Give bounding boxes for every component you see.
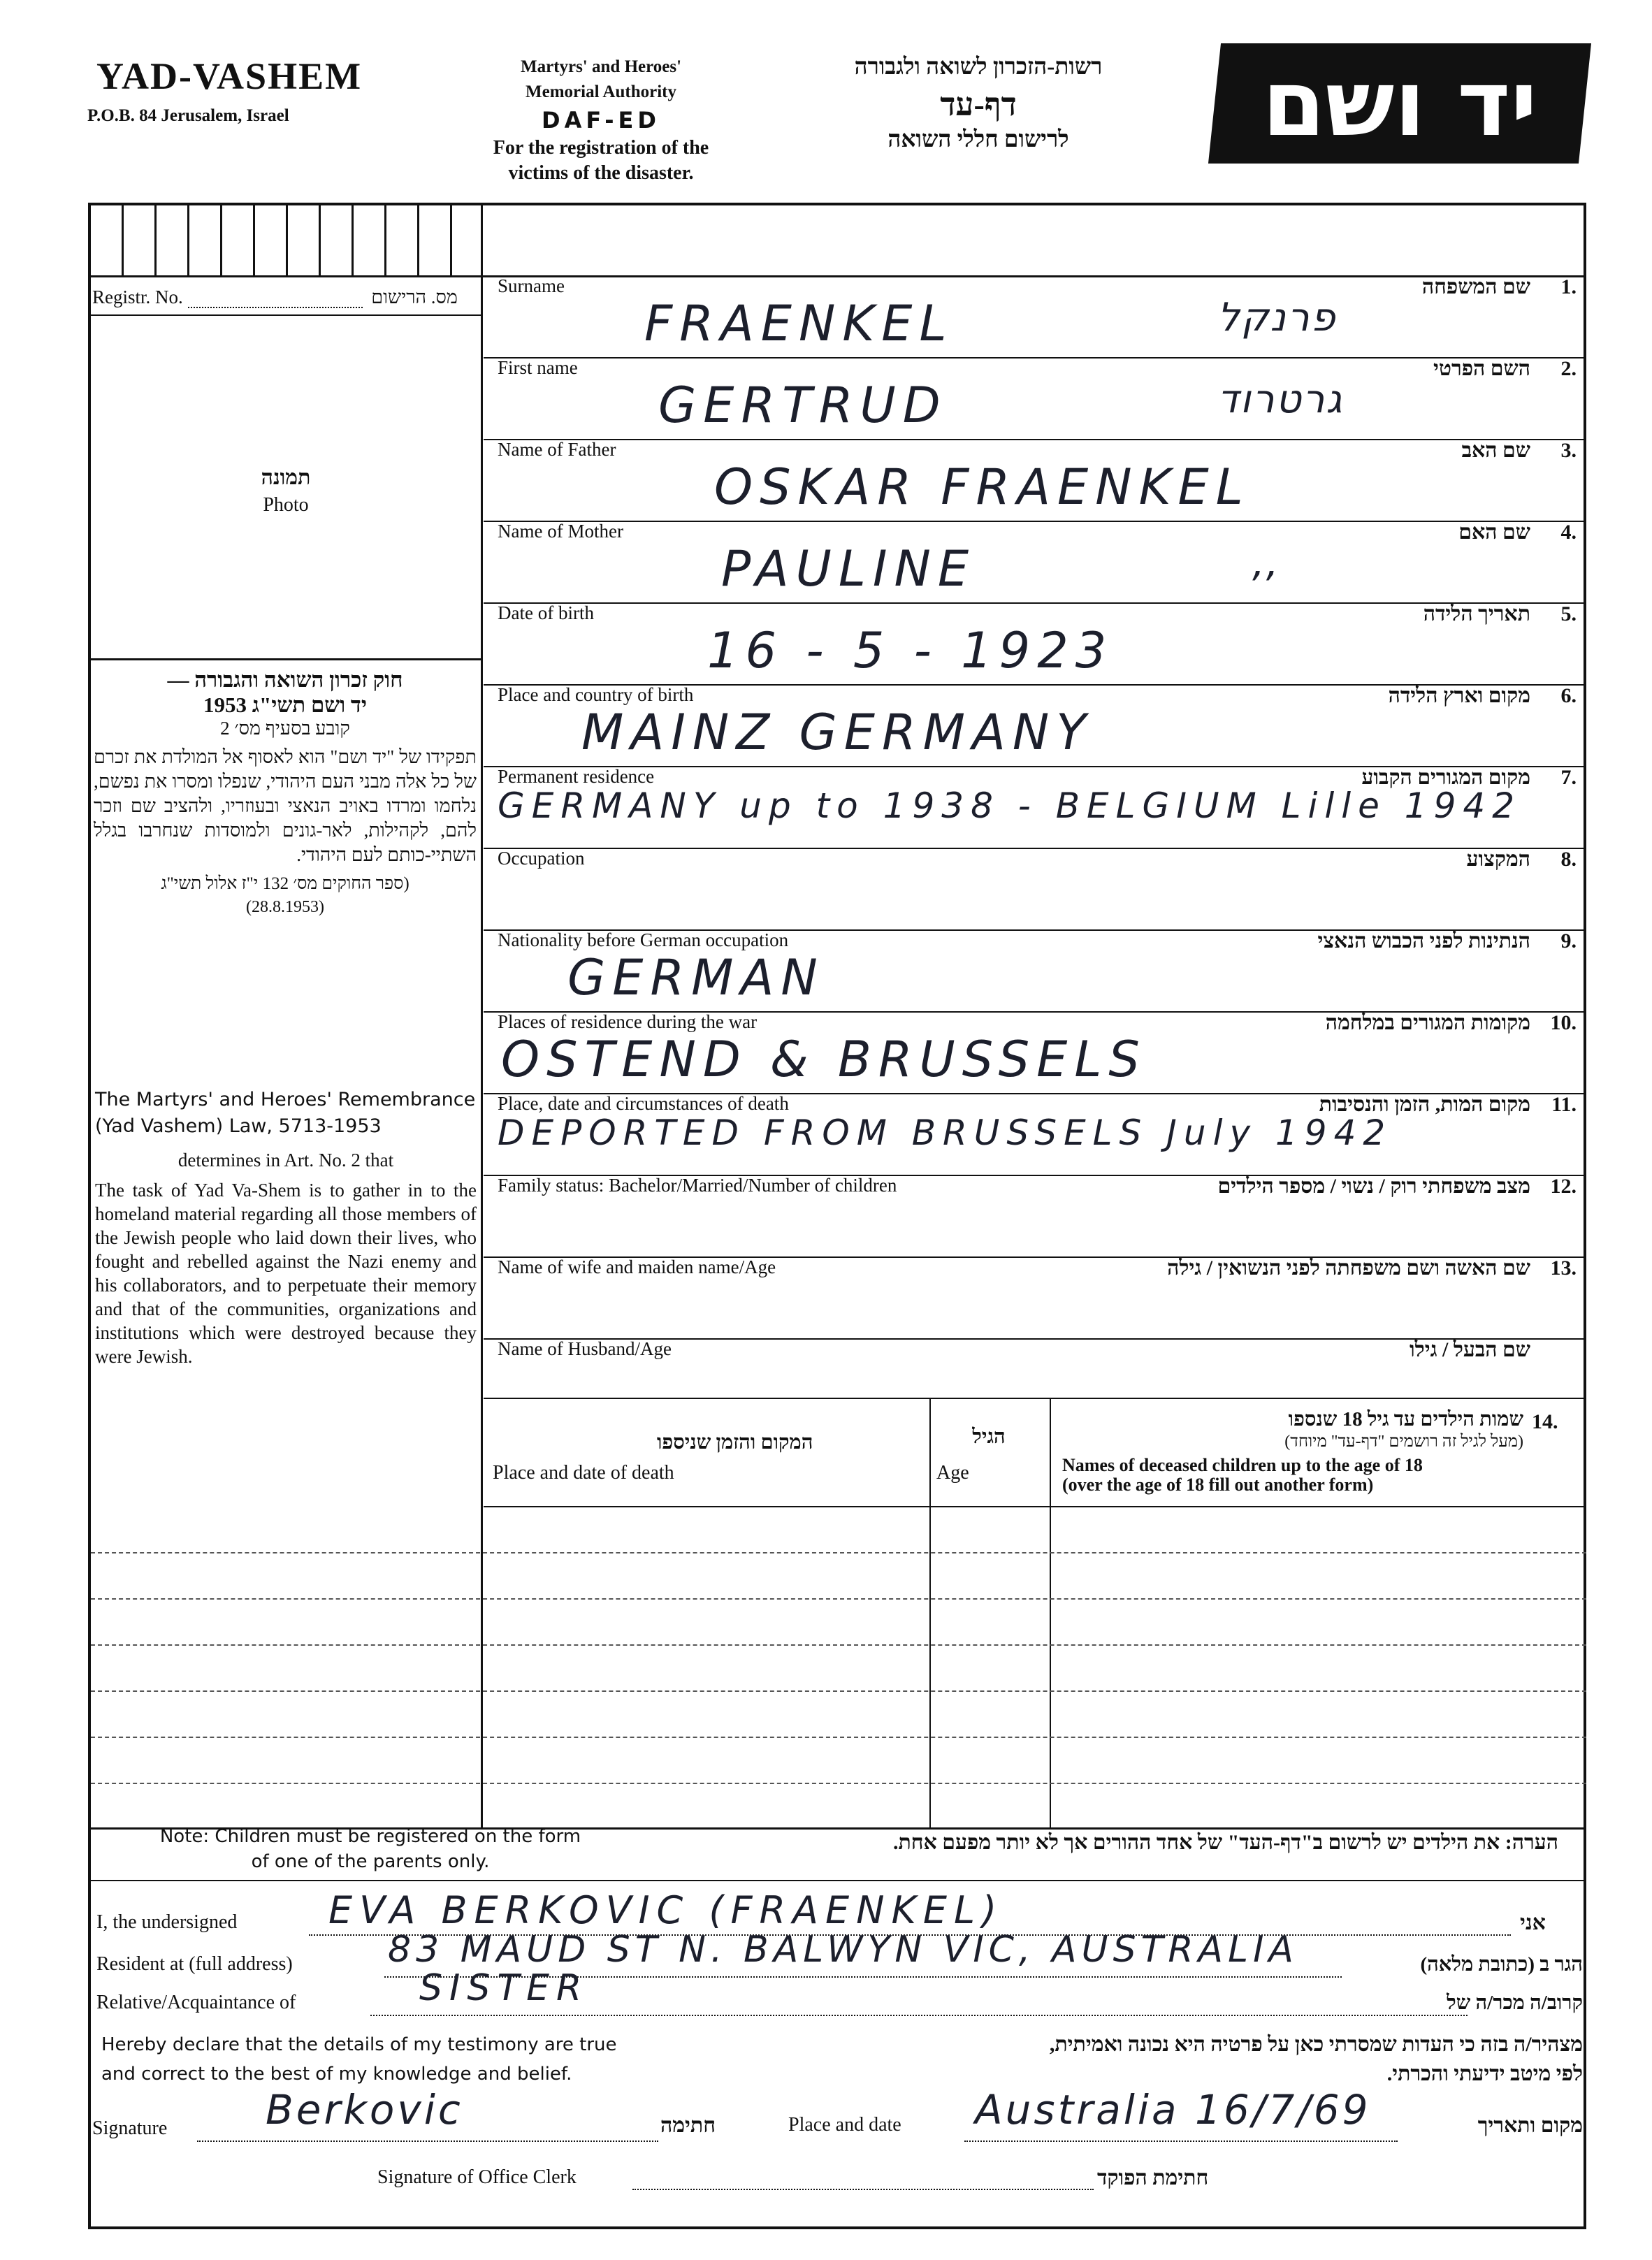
place-date-label-he: מקום ותאריך [1477, 2114, 1583, 2137]
field-value: MAINZ GERMANY [581, 704, 1094, 761]
field-row[interactable] [484, 766, 1586, 848]
law-article-en: determines in Art. No. 2 that [177, 1150, 394, 1171]
purpose-he-line: לרישום חללי השואה [887, 127, 1069, 152]
signature-label: Signature [92, 2117, 168, 2139]
signature-value: Berkovic [266, 2086, 463, 2134]
clerk-label: Signature of Office Clerk [377, 2166, 577, 2188]
note-en [105, 1824, 636, 1874]
clerk-label-he: חתימת הפוקד [1097, 2166, 1209, 2189]
purpose-en-line1: For the registration of the [493, 137, 709, 159]
registr-no-field[interactable] [188, 290, 363, 308]
law-date: (28.8.1953) [246, 898, 324, 916]
field-value: OSKAR FRAENKEL [714, 458, 1250, 516]
children-age-divider-right [1050, 1398, 1051, 1827]
children-row-line [91, 1737, 1586, 1738]
field-number: 9. [1560, 929, 1577, 952]
children-names-en-1: Names of deceased children up to the age of 18 [1062, 1455, 1423, 1475]
field-value: 16 - 5 - 1923 [707, 622, 1114, 679]
relative-label: Relative/Acquaintance of [96, 1992, 296, 2013]
registr-no-label: Registr. No. [92, 287, 183, 307]
field-value-he: ,, [1252, 540, 1280, 586]
law-title-he-1: חוק זכרון השואה והגבורה — [167, 667, 403, 692]
undersigned-value: EVA BERKOVIC (FRAENKEL) [328, 1888, 1004, 1932]
field-number: 1. [1560, 275, 1577, 298]
authority-he-line: רשות-הזכרון לשואה ולגבורה [854, 55, 1103, 80]
field-label-he: מקום המות, הזמן והנסיבות [1319, 1093, 1530, 1116]
law-block-en [95, 1087, 477, 1368]
field-label-he: המקצוע [1466, 848, 1530, 871]
authority-en-line1: Martyrs' and Heroes' [520, 57, 682, 76]
signature-label-he: חתימה [660, 2114, 716, 2137]
field-label-en: Place, date and circumstances of death [498, 1093, 789, 1114]
field-label-en: Nationality before German occupation [498, 929, 789, 950]
hereby-he-line2: לפי מיטב ידיעתי והכרתי. [1386, 2062, 1583, 2085]
law-text-en: The task of Yad Va-Shem is to gather in to the homeland material regarding all those members of the Jewish people who laid down their lives, who fought and rebelled against the Nazi enemy and his collaborators, and to perpetuate their memory and that of the communities, organizations and institutions which were destroyed because they were Jewish. [95, 1180, 477, 1367]
photo-label-en: Photo [263, 494, 309, 516]
resident-label-he: הגר ב (כתובת מלאה) [1420, 1953, 1583, 1976]
field-row[interactable] [484, 1093, 1586, 1175]
field-label-en: Permanent residence [498, 766, 655, 787]
field-label-en: Name of Mother [498, 521, 623, 542]
resident-label: Resident at (full address) [96, 1953, 293, 1975]
field-row[interactable] [484, 275, 1586, 357]
field-label-en: Surname [498, 275, 565, 296]
field-label-he: מקום המגורים הקבוע [1361, 766, 1530, 789]
field-value: PAULINE [721, 540, 976, 597]
field-value: GERTRUD [658, 377, 948, 434]
field-row[interactable] [484, 439, 1586, 521]
note-bottom-line [91, 1880, 1586, 1881]
field-label-en: Place and country of birth [498, 684, 694, 705]
relative-label-he: קרוב/ה מכר/ה של [1447, 1992, 1583, 2014]
hereby-en-line1: Hereby declare that the details of my testimony are true [101, 2034, 617, 2055]
place-date-value: Australia 16/7/69 [975, 2086, 1371, 2134]
form-name-he: דף-עד [940, 87, 1017, 122]
header [0, 0, 1652, 203]
field-number: 7. [1560, 766, 1577, 789]
hereby-he-line1: מצהיר/ה בזה כי העדות שמסרתי כאן על פרטיה היא נכונה ואמיתית, [1049, 2033, 1583, 2056]
field-label-he: הנתינות לפני הכבוש הנאצי [1317, 929, 1530, 952]
logo-text-he: יד ושם [1262, 50, 1537, 157]
field-label-he: שם הבעל / גילו [1410, 1338, 1530, 1361]
field-row[interactable] [484, 1011, 1586, 1093]
field-row[interactable] [484, 848, 1586, 929]
children-place-he: המקום והזמן שניספו [657, 1431, 813, 1454]
field-number: 2. [1560, 357, 1577, 380]
law-text-he: תפקידו של "יד ושם" הוא לאסוף אל המולדת את זכרם של כל אלה מבני העם היהודי, שנפלו ומסרו את נפשם, נלחמו ומרדו באויב הנאצי ובעוזריו, ולהציב שם וזכר להם, לקהילות, לאר-גונים ולמוסדות שנחרבו בגלל השתיי-כותם לעם היהודי. [94, 746, 477, 865]
law-block [94, 667, 477, 917]
hereby-he [797, 2030, 1583, 2089]
children-row-line [91, 1690, 1586, 1692]
field-value: OSTEND & BRUSSELS [501, 1031, 1147, 1088]
field-label-he: מקום וארץ הלידה [1388, 684, 1530, 707]
registration-boxes [91, 205, 481, 275]
field-value: GERMAN [567, 949, 825, 1006]
field-number: 6. [1560, 684, 1577, 707]
undersigned-label: I, the undersigned [96, 1911, 238, 1933]
children-names-en-2: (over the age of 18 fill out another form) [1062, 1475, 1374, 1495]
note-en-line1: Note: Children must be registered on the form [159, 1826, 581, 1847]
field-label-en: Date of birth [498, 602, 594, 623]
field-value: DEPORTED FROM BRUSSELS July 1942 [498, 1113, 1393, 1153]
field-label-he: השם הפרטי [1433, 357, 1530, 380]
field-value-he: פרנקל [1217, 295, 1337, 340]
field-number: 10. [1550, 1011, 1577, 1034]
field-number: 3. [1560, 439, 1577, 462]
children-num: 14. [1532, 1410, 1558, 1433]
form-name-en: DAF-ED [542, 107, 660, 133]
hereby-en-line2: and correct to the best of my knowledge and belief. [101, 2064, 572, 2085]
children-row-line [91, 1783, 1586, 1784]
field-label-he: תאריך הלידה [1423, 602, 1530, 625]
place-date-label: Place and date [788, 2114, 901, 2136]
relative-value: SISTER [419, 1967, 589, 2009]
registr-no-label-he: מס. הרישום [371, 287, 458, 307]
field-row[interactable] [484, 1256, 1586, 1338]
field-label-he: שם האשה ושם משפחתה לפני הנשואין / גילה [1167, 1256, 1530, 1280]
field-row[interactable] [484, 521, 1586, 602]
note-en-line2: of one of the parents only. [251, 1851, 490, 1872]
authority-en-line2: Memorial Authority [526, 82, 676, 101]
law-title-he-2: יד ושם תשי"ג 1953 [203, 693, 367, 717]
field-number: 8. [1560, 848, 1577, 871]
children-age-en: Age [936, 1462, 969, 1484]
field-label-en: Family status: Bachelor/Married/Number of children [498, 1175, 897, 1196]
field-label-en: Name of Father [498, 439, 616, 460]
field-row[interactable] [484, 1175, 1586, 1256]
resident-value: 83 MAUD ST N. BALWYN VIC, AUSTRALIA [388, 1929, 1299, 1971]
children-age-divider-left [929, 1398, 931, 1827]
left-column-divider [481, 203, 483, 1827]
clerk-field[interactable] [632, 2179, 1094, 2190]
org-name-en: YAD-VASHEM [96, 55, 363, 97]
field-row[interactable] [484, 602, 1586, 684]
photo-bottom-line [91, 658, 481, 660]
field-label-en: Places of residence during the war [498, 1011, 758, 1032]
field-label-he: שם המשפחה [1421, 275, 1530, 298]
children-header-line [484, 1506, 1586, 1507]
children-age-he: הגיל [972, 1426, 1006, 1448]
field-label-he: שם האם [1458, 521, 1530, 544]
field-label-he: מצב משפחתי רוק / נשוי / מספר הילדים [1217, 1175, 1530, 1198]
children-place-en: Place and date of death [493, 1462, 674, 1484]
children-names-he-1: שמות הילדים עד גיל 18 שנספו [1288, 1408, 1523, 1430]
authority-en [433, 55, 769, 186]
field-number: 12. [1550, 1175, 1577, 1198]
children-top-line [484, 1398, 1586, 1399]
field-number: 5. [1560, 602, 1577, 625]
law-article-he: קובע בסעיף מס׳ 2 [220, 718, 350, 739]
field-row[interactable] [484, 357, 1586, 439]
children-row-line [91, 1644, 1586, 1646]
field-value: FRAENKEL [644, 295, 954, 352]
field-label-he: שם האב [1461, 439, 1530, 462]
field-value: GERMANY up to 1938 - BELGIUM Lille 1942 [498, 785, 1522, 826]
law-ref-he: (ספר החוקים מס׳ 132 י"ז אלול תשי"ג [161, 874, 410, 893]
field-row[interactable] [484, 684, 1586, 766]
law-title-en: The Martyrs' and Heroes' Remembrance (Yad Vashem) Law, 5713-1953 [95, 1089, 476, 1137]
purpose-en-line2: victims of the disaster. [508, 162, 694, 184]
field-number: 4. [1560, 521, 1577, 544]
field-row[interactable] [484, 929, 1586, 1011]
photo-area [91, 316, 481, 658]
field-value-he: גרטרוד [1217, 377, 1344, 422]
photo-label-he: תמונה [261, 466, 311, 489]
field-number: 13. [1550, 1256, 1577, 1280]
registr-no-row [92, 287, 477, 314]
note-he: הערה: את הילדים יש לרשום ב"דף-העד" של אחד ההורים אך לא יותר מפעם אחת. [892, 1831, 1558, 1854]
field-label-en: Name of Husband/Age [498, 1338, 672, 1359]
field-label-he: מקומות המגורים במלחמה [1325, 1011, 1530, 1034]
hereby-en [101, 2030, 617, 2089]
children-row-line [91, 1552, 1586, 1553]
authority-he [797, 55, 1160, 153]
field-label-en: Occupation [498, 848, 585, 869]
children-row-line [91, 1598, 1586, 1600]
field-label-en: Name of wife and maiden name/Age [498, 1256, 776, 1277]
undersigned-label-he: אני [1520, 1911, 1546, 1934]
field-number: 11. [1551, 1093, 1577, 1116]
children-names-he-2: (מעל לגיל זה רושמים "דף-עד" מיוחד) [1284, 1433, 1523, 1451]
yad-vashem-logo [1208, 43, 1591, 164]
field-label-en: First name [498, 357, 578, 378]
pob-address: P.O.B. 84 Jerusalem, Israel [87, 106, 289, 125]
